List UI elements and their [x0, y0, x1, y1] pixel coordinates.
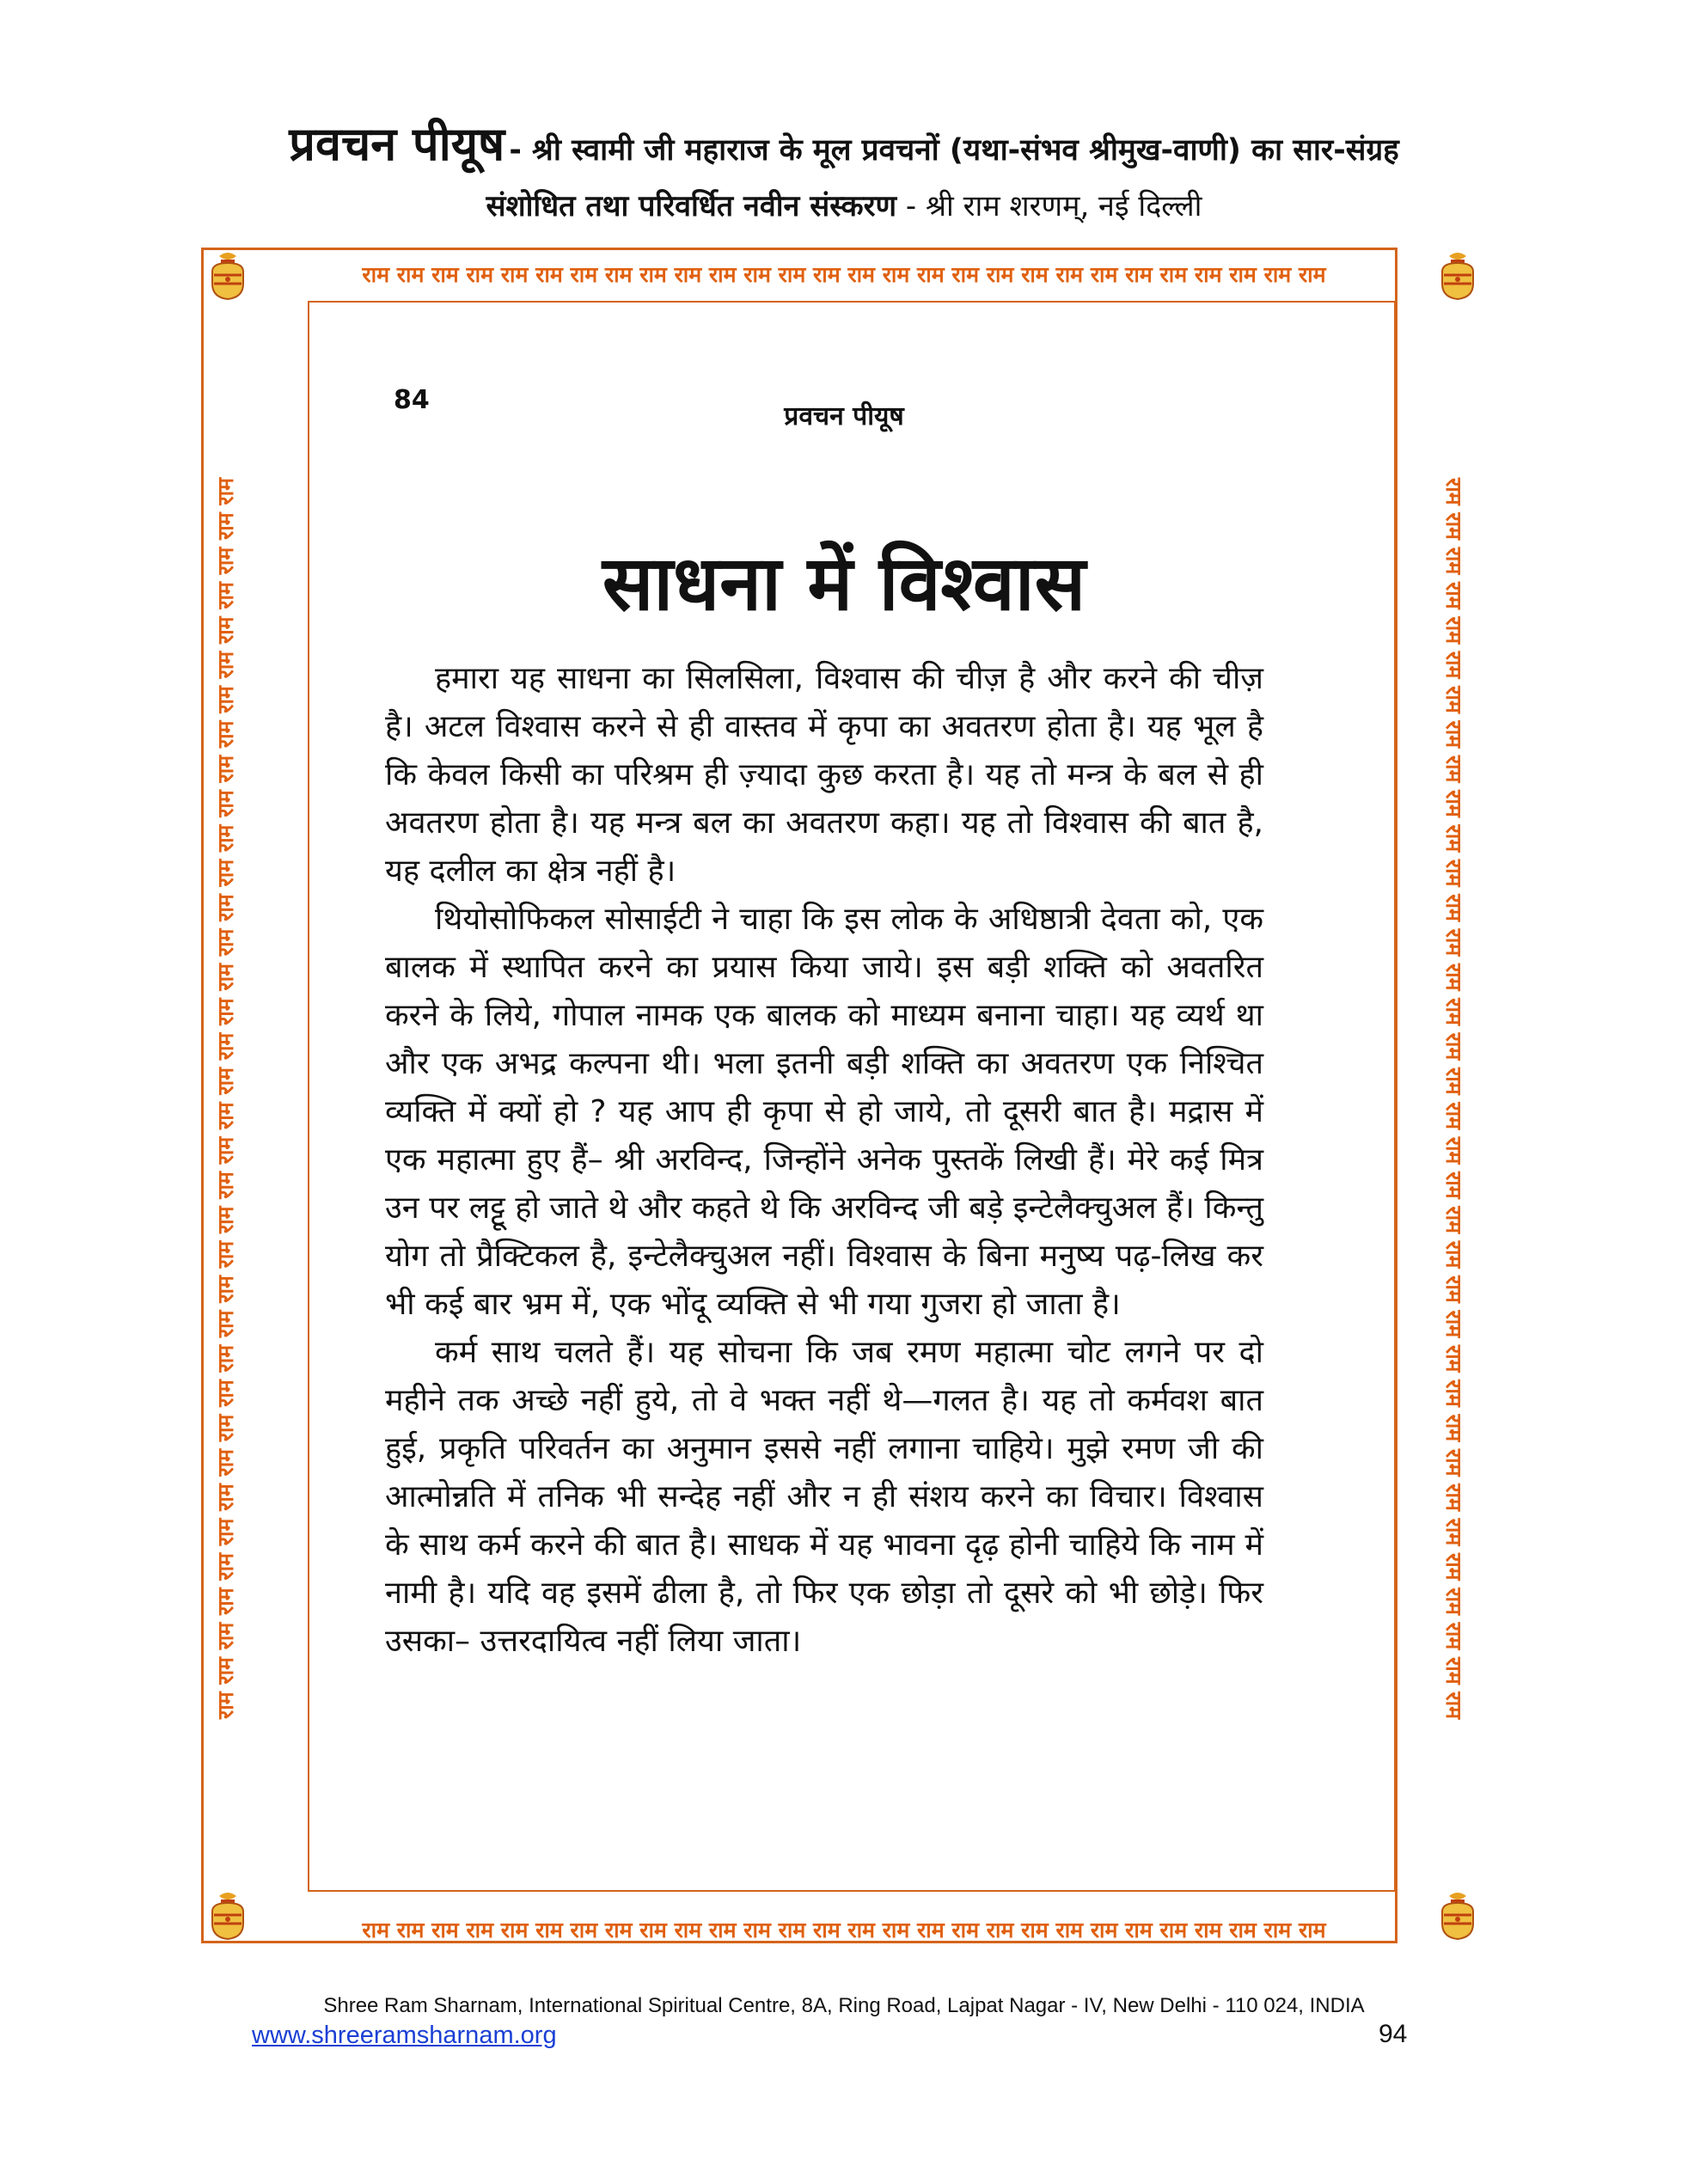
book-subtitle: - श्री स्वामी जी महाराज के मूल प्रवचनों (यथा-संभव श्रीमुख-वाणी) का सार-संग्रह [509, 133, 1399, 168]
kalash-icon [1434, 249, 1482, 303]
paragraph: कर्म साथ चलते हैं। यह सोचना कि जब रमण महात्मा चोट लगने पर दो महीने तक अच्छे नहीं हुये, तो वे भक्त नहीं थे—गलत है। यह तो कर्मवश बात हुई, प्रकृति परिवर्तन का अनुमान इससे नहीं लगाना चाहिये। मुझे रमण जी की आत्मोन्नति में तनिक भी सन्देह नहीं और न ही संशय करने का विचार। विश्वास के साथ कर्म करने की बात है। साधक में यह भावना दृढ़ होनी चाहिये कि नाम में नामी है। यदि वह इसमें ढीला है, तो फिर एक छोड़ा तो दूसरे को भी छोड़े। फिर उसका– उत्तरदायित्व नहीं लिया जाता। [385, 1335, 1263, 1659]
document-header-line2 [0, 185, 1688, 224]
ram-border-top: राम राम राम राम राम राम राम राम राम राम राम राम राम राम राम राम राम राम राम राम राम राम राम राम राम राम राम राम [362, 262, 1326, 287]
document-header-line1 [0, 110, 1688, 174]
book-title: प्रवचन पीयूष [289, 117, 505, 171]
running-title: प्रवचन पीयूष [784, 401, 904, 431]
chapter-body [385, 655, 1263, 1666]
website-link[interactable]: www.shreeramsharnam.org [252, 2022, 557, 2049]
paragraph: हमारा यह साधना का सिलसिला, विश्वास की चीज़ है और करने की चीज़ है। अटल विश्वास करने से ही वास्तव में कृपा का अवतरण होता है। यह भूल है कि केवल किसी का परिश्रम ही ज़्यादा कुछ करता है। यह तो मन्त्र के बल से ही अवतरण होता है। यह मन्त्र बल का अवतरण कहा। यह तो विश्वास की बात है, यह दलील का क्षेत्र नहीं है। [385, 661, 1263, 889]
book-page-number: 84 [394, 385, 430, 415]
kalash-icon [1434, 1889, 1482, 1942]
paragraph: थियोसोफिकल सोसाईटी ने चाहा कि इस लोक के अधिष्ठात्री देवता को, एक बालक में स्थापित करने का प्रयास किया जाये। इस बड़ी शक्ति को अवतरित करने के लिये, गोपाल नामक एक बालक को माध्यम बनाना चाहा। यह व्यर्थ था और एक अभद्र कल्पना थी। भला इतनी बड़ी शक्ति का अवतरण एक निश्चित व्यक्ति में क्यों हो ? यह आप ही कृपा से हो जाये, तो दूसरी बात है। मद्रास में एक महात्मा हुए हैं– श्री अरविन्द, जिन्होंने अनेक पुस्तकें लिखी हैं। मेरे कई मित्र उन पर लट्टू हो जाते थे और कहते थे कि अरविन्द जी बड़े इन्टेलैक्चुअल हैं। किन्तु योग तो प्रैक्टिकल है, इन्टेलैक्चुअल नहीं। विश्वास के बिना मनुष्य पढ़-लिख कर भी कई बार भ्रम में, एक भोंदू व्यक्ति से भी गया गुजरा हो जाता है। [385, 902, 1263, 1322]
ram-border-right: राम राम राम राम राम राम राम राम राम राम राम राम राम राम राम राम राम राम राम राम राम राम राम राम राम राम राम राम राम राम राम राम राम राम राम राम [1441, 477, 1466, 1720]
kalash-icon [204, 1889, 252, 1942]
kalash-icon [204, 249, 252, 303]
footer-address: Shree Ram Sharnam, International Spiritual Centre, 8A, Ring Road, Lajpat Nagar - IV, New Delhi - 110 024, INDIA [323, 1994, 1365, 2017]
chapter-title: साधना में विश्वास [602, 539, 1086, 627]
pdf-page-number: 94 [1379, 2020, 1408, 2048]
ram-border-bottom: राम राम राम राम राम राम राम राम राम राम राम राम राम राम राम राम राम राम राम राम राम राम राम राम राम राम राम राम [362, 1918, 1326, 1942]
edition-publisher: - श्री राम शरणम्, नई दिल्ली [896, 189, 1202, 223]
ram-border-left: राम राम राम राम राम राम राम राम राम राम राम राम राम राम राम राम राम राम राम राम राम राम राम राम राम राम राम राम राम राम राम राम राम राम राम राम [213, 477, 238, 1720]
edition-label: संशोधित तथा परिवर्धित नवीन संस्करण [486, 189, 897, 223]
